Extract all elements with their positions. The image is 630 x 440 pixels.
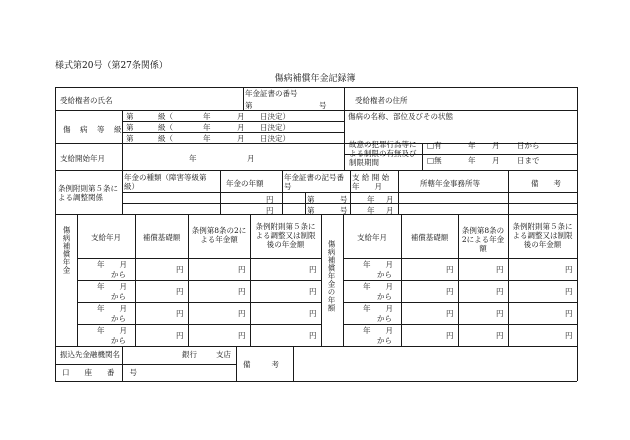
adjust-month: 月: [386, 206, 394, 215]
rule-line: [77, 302, 321, 303]
restriction-has: □有: [427, 141, 442, 150]
period-to: 日まで: [517, 156, 540, 165]
ledger-row-yen: 円: [309, 287, 317, 296]
ledger-row-yen: 円: [565, 331, 573, 340]
rule-line: [55, 381, 577, 382]
adjust-dai: 第: [307, 206, 315, 215]
rule-line: [458, 214, 459, 346]
ledger-row-year-month: 年 月: [97, 326, 127, 335]
ledger-row-yen: 円: [309, 331, 317, 340]
period-month: 月: [492, 141, 500, 150]
grade-decided: 日決定）: [260, 123, 290, 132]
restriction-none: □無: [427, 156, 442, 165]
period-month: 月: [492, 156, 500, 165]
start-year: 年: [189, 154, 197, 163]
adjust-dai: 第: [307, 195, 315, 204]
grade-label: 傷 病 等 級: [63, 125, 123, 134]
adjust-col-type: 年金の種類（障害等級第 級）: [124, 173, 222, 191]
rule-line: [350, 170, 351, 214]
adjust-go: 号: [340, 195, 348, 204]
ledger-row-yen: 円: [496, 331, 504, 340]
ledger-row-yen: 円: [496, 287, 504, 296]
period-year: 年: [468, 141, 476, 150]
ledger-col-month: 支給年月: [91, 233, 121, 242]
rule-line: [343, 214, 344, 346]
ledger-col-base: 補償基礎額: [142, 233, 181, 242]
period-from: 日から: [517, 141, 540, 150]
rule-line: [344, 87, 345, 170]
adjust-year: 年: [367, 195, 375, 204]
rule-line: [508, 170, 509, 214]
adjust-col-start: 支 給 開 始年 月: [352, 173, 390, 191]
ledger-row-yen: 円: [496, 309, 504, 318]
rule-line: [401, 214, 402, 346]
ledger-row-year-month: 年 月: [363, 304, 393, 313]
rule-line: [77, 324, 321, 325]
rule-line: [250, 214, 251, 346]
ledger-row-year-month: 年 月: [363, 260, 393, 269]
grade-year: 年: [203, 112, 211, 121]
pension-cert-label: 年金証書の番号: [245, 89, 298, 98]
rule-line: [343, 302, 577, 303]
rule-line: [135, 214, 136, 346]
bank-label: 振込先金融機関名: [60, 350, 120, 359]
rule-line: [293, 346, 294, 381]
start-month: 月: [247, 154, 255, 163]
ledger-row-year-month: 年 月: [97, 260, 127, 269]
ledger-row-from: から: [111, 314, 126, 323]
ledger-col-pension: 条例第8条の2による年金額: [461, 226, 505, 253]
ledger-row-year-month: 年 月: [97, 304, 127, 313]
rule-line: [343, 280, 577, 281]
recipient-name-label: 受給権者の氏名: [60, 96, 113, 105]
account-label: 口 座 番 号: [62, 368, 137, 377]
grade-value: 級（: [158, 134, 173, 143]
ledger-row-yen: 円: [238, 309, 246, 318]
form-title: 傷病補償年金記録簿: [274, 74, 356, 84]
grade-value: 級（: [158, 112, 173, 121]
adjust-col-cert: 年金証書の記号番号: [284, 173, 344, 191]
ledger-row-yen: 円: [309, 265, 317, 274]
ledger-row-yen: 円: [309, 309, 317, 318]
ledger-row-yen: 円: [176, 309, 184, 318]
ledger-row-yen: 円: [176, 287, 184, 296]
adjust-yen: 円: [266, 195, 274, 204]
ledger-row-yen: 円: [565, 287, 573, 296]
ledger-col-base: 補償基礎額: [410, 233, 449, 242]
grade-month: 月: [237, 134, 245, 143]
grade-year: 年: [203, 134, 211, 143]
ledger-row-from: から: [111, 336, 126, 345]
ledger-row-yen: 円: [238, 265, 246, 274]
rule-line: [55, 170, 577, 171]
adjust-month: 月: [386, 195, 394, 204]
ledger-row-yen: 円: [446, 287, 454, 296]
rule-line: [122, 110, 123, 170]
ledger-row-yen: 円: [238, 331, 246, 340]
rule-line: [55, 87, 577, 88]
rule-line: [188, 214, 189, 346]
recipient-address-label: 受給権者の住所: [355, 96, 408, 105]
ledger-col-month: 支給年月: [357, 233, 387, 242]
pension-cert-go: 号: [319, 101, 327, 110]
grade-month: 月: [237, 112, 245, 121]
adjust-col-amount: 年金の年額: [226, 179, 264, 188]
adjust-col-note: 備 考: [531, 179, 561, 188]
grade-dai: 第: [126, 134, 134, 143]
ledger-col-adjusted: 条例附則第５条による調整又は制限後の年金額: [255, 222, 316, 249]
ledger-row-yen: 円: [565, 309, 573, 318]
ledger-row-yen: 円: [176, 265, 184, 274]
rule-line: [577, 87, 578, 381]
ledger-row-year-month: 年 月: [363, 282, 393, 291]
injury-label: 傷病の名称、部位及びその状態: [348, 112, 453, 121]
rule-line: [321, 214, 322, 346]
rule-line: [77, 258, 321, 259]
grade-decided: 日決定）: [260, 134, 290, 143]
ledger-row-from: から: [377, 336, 392, 345]
ledger-row-yen: 円: [496, 265, 504, 274]
rule-line: [55, 364, 236, 365]
rule-line: [243, 87, 244, 110]
ledger-row-from: から: [377, 292, 392, 301]
rule-line: [77, 280, 321, 281]
grade-month: 月: [237, 123, 245, 132]
bottom-note-label: 備 考: [243, 360, 281, 369]
ledger-row-from: から: [377, 270, 392, 279]
adjust-yen: 円: [266, 206, 274, 215]
grade-decided: 日決定）: [260, 112, 290, 121]
adjust-label: 条例附則第５条による調整関係: [58, 184, 118, 202]
rule-line: [55, 87, 56, 381]
start-label: 支給開始年月: [60, 154, 105, 163]
rule-line: [122, 132, 344, 133]
grade-year: 年: [203, 123, 211, 132]
ledger-row-yen: 円: [446, 309, 454, 318]
rule-line: [422, 143, 423, 170]
form-code: 様式第20号（第27条関係）: [55, 61, 168, 71]
rule-line: [55, 214, 577, 215]
rule-line: [55, 346, 577, 347]
rule-line: [508, 214, 509, 346]
grade-dai: 第: [126, 123, 134, 132]
ledger-row-year-month: 年 月: [97, 282, 127, 291]
rule-line: [122, 170, 123, 214]
rule-line: [398, 170, 399, 214]
ledger-row-yen: 円: [446, 331, 454, 340]
ledger-left-title: 傷病補償年金: [62, 226, 71, 274]
ledger-row-year-month: 年 月: [363, 326, 393, 335]
ledger-row-yen: 円: [565, 265, 573, 274]
branch-suffix: 支店: [216, 350, 231, 359]
rule-line: [55, 110, 577, 111]
rule-line: [343, 324, 577, 325]
grade-dai: 第: [126, 112, 134, 121]
grade-value: 級（: [158, 123, 173, 132]
bank-suffix: 銀行: [182, 350, 197, 359]
ledger-col-adjusted: 条例附則第５条による調整又は制限後の年金額: [512, 222, 573, 249]
ledger-row-yen: 円: [446, 265, 454, 274]
rule-line: [77, 214, 78, 346]
adjust-col-office: 所轄年金事務所等: [420, 179, 480, 188]
rule-line: [236, 346, 237, 381]
ledger-row-from: から: [377, 314, 392, 323]
rule-line: [577, 143, 578, 170]
rule-line: [122, 121, 344, 122]
adjust-go: 号: [340, 206, 348, 215]
ledger-right-title: 傷病補償年金の年額: [327, 240, 336, 312]
rule-line: [343, 258, 577, 259]
adjust-year: 年: [367, 206, 375, 215]
ledger-row-from: から: [111, 292, 126, 301]
ledger-row-from: から: [111, 270, 126, 279]
rule-line: [282, 170, 283, 214]
pension-cert-dai: 第: [245, 101, 253, 110]
rule-line: [305, 192, 306, 214]
period-year: 年: [468, 156, 476, 165]
ledger-row-yen: 円: [238, 287, 246, 296]
restriction-label: 故意の犯罪行為等による制限の有無及び制限期間: [349, 140, 417, 167]
ledger-col-pension: 条例第8条の2による年金額: [191, 226, 247, 244]
ledger-row-yen: 円: [176, 331, 184, 340]
